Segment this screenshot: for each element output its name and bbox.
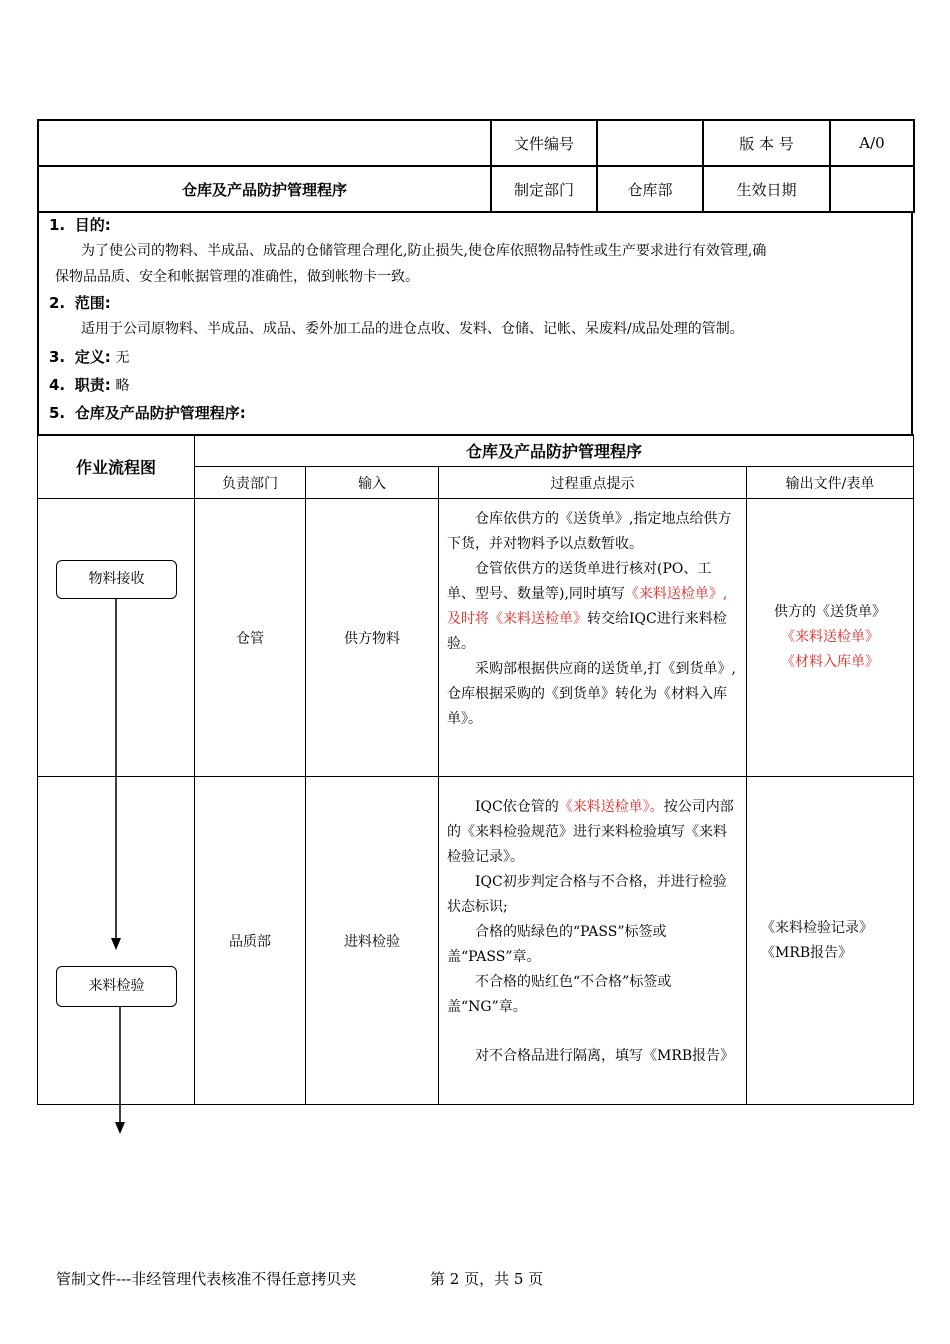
- dept-label: 制定部门: [491, 166, 597, 212]
- row2-process-p3: 合格的贴绿色的“PASS”标签或盖“PASS”章。: [447, 924, 667, 965]
- version-value: A/0: [830, 120, 914, 166]
- section-procedure-heading: 5. 仓库及产品防护管理程序:: [49, 404, 246, 422]
- row2-process-p4: 不合格的贴红色“不合格”标签或盖“NG”章。: [447, 974, 672, 1015]
- purpose-line-2: 保物品品质、安全和帐据管理的准确性，做到帐物卡一致。: [55, 269, 419, 285]
- footer-page-number: 第 2 页，共 5 页: [430, 1270, 544, 1288]
- flow-arrow-head-2: [115, 1122, 125, 1134]
- section-scope-heading: 2. 范围:: [49, 294, 111, 312]
- document-title: 仓库及产品防护管理程序: [38, 166, 491, 212]
- doc-no-label: 文件编号: [491, 120, 597, 166]
- section-definition: 3. 定义: 无: [49, 348, 130, 366]
- flow-arrow-head-1: [111, 938, 121, 950]
- row1-output-1: 供方的《送货单》: [774, 604, 886, 620]
- purpose-line-1: 为了使公司的物料、半成品、成品的仓储管理合理化,防止损失,使仓库依照物品特性或生产要求进行有效管理,确: [81, 243, 767, 259]
- col-input-header: 输入: [306, 467, 439, 499]
- col-process-header: 过程重点提示: [439, 467, 747, 499]
- version-label: 版 本 号: [703, 120, 830, 166]
- row1-output-2: 《来料送检单》: [781, 629, 879, 645]
- row1-process-p2: 仓管依供方的送货单进行核对(PO、工单、型号、数量等),同时填写《来料送检单》,及时将《来料送检单》转交给IQC进行来料检验。: [447, 561, 728, 652]
- flow-chart-header: 作业流程图: [38, 435, 195, 499]
- section-purpose-heading: 1. 目的:: [49, 216, 111, 234]
- scope-text: 适用于公司原物料、半成品、成品、委外加工品的进仓点收、发料、仓储、记帐、呆废料/成品处理的管制。: [81, 321, 744, 337]
- flow-box-material-receive: 物料接收: [56, 560, 177, 599]
- section-duty: 4. 职责: 略: [49, 376, 130, 394]
- flow-box-incoming-inspection: 来料检验: [56, 966, 177, 1007]
- row2-output-2: 《MRB报告》: [761, 944, 853, 961]
- row1-process-p3: 采购部根据供应商的送货单,打《到货单》,仓库根据采购的《到货单》转化为《材料入库单》。: [447, 661, 736, 727]
- row1-input: 供方物料: [306, 499, 439, 777]
- row2-output-1: 《来料检验记录》: [761, 919, 873, 936]
- row2-dept: 品质部: [195, 777, 306, 1105]
- footer-control-notice: 管制文件---非经管理代表核准不得任意拷贝夹: [56, 1270, 357, 1288]
- procedure-header: 仓库及产品防护管理程序: [195, 435, 914, 467]
- row2-process-p2: IQC初步判定合格与不合格，并进行检验状态标识;: [447, 874, 727, 915]
- row2-process-p5: 对不合格品进行隔离，填写《MRB报告》: [475, 1048, 735, 1064]
- row2-process-p1: IQC依仓管的《来料送检单》。按公司内部的《来料检验规范》进行来料检验填写《来料检验记录》。: [447, 799, 734, 865]
- row1-process-p1: 仓库依供方的《送货单》,指定地点给供方下货，并对物料予以点数暂收。: [447, 511, 732, 552]
- row2-input: 进料检验: [306, 777, 439, 1105]
- col-dept-header: 负责部门: [195, 467, 306, 499]
- row1-dept: 仓管: [195, 499, 306, 777]
- effective-date-label: 生效日期: [703, 166, 830, 212]
- dept-value: 仓库部: [597, 166, 703, 212]
- col-output-header: 输出文件/表单: [747, 467, 914, 499]
- row1-output-3: 《材料入库单》: [781, 654, 879, 670]
